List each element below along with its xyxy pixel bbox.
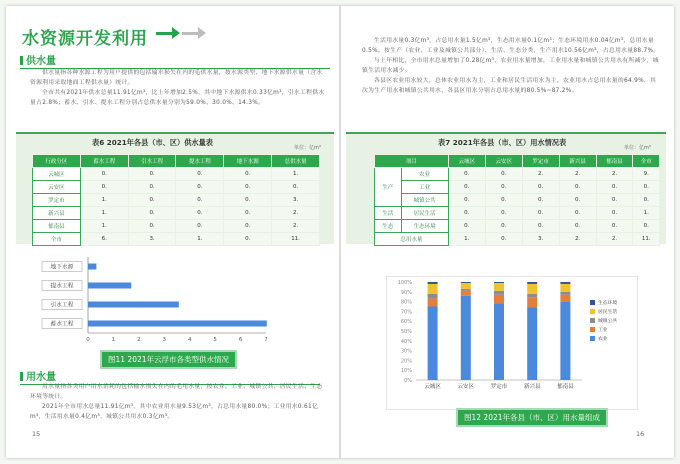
table7-caption: 表7 2021年各县（市、区）用水情况表 [438,138,567,147]
table6-row-header: 云城区 [33,168,81,181]
table6-row [33,207,320,220]
legend-label: 居民生活 [598,310,618,315]
table7-unit: 单位：亿m³ [624,145,651,151]
table7-header-cell: 云城区 [448,155,485,168]
page-title: 水资源开发利用 [22,29,148,49]
bar-segment [527,307,537,380]
table6-cell: 0. [272,181,320,194]
right-text-1: 生活用水量0.3亿m³，占总用水量1.5亿m³，生态用水量0.1亿m³；生态环境用水0.04亿m³，总用水量0.5%。按生产（农业、工业及城镇公共部分）、生活、生态分类，生产用水10.56亿m³，占总用水量88.7%。 [362,38,660,54]
bar-segment [560,295,570,302]
table6-header-cell: 引水工程 [128,155,176,168]
table7-cell: 3. [522,233,559,246]
table6-cell: 1. [80,194,128,207]
table7-cell: 0. [448,181,485,194]
table7-row-header: 生态环境 [401,220,448,233]
table7-row [375,168,660,181]
category-label: 云城区 [424,384,441,390]
fig11-caption: 图11 2021年云浮市各类型供水情况 [102,352,235,367]
category-label: 云安区 [457,384,475,390]
bar [88,283,131,289]
table6-cell: 0. [176,168,224,181]
table7-cell: 0. [559,220,596,233]
bar [88,302,179,308]
x-tick-label: 2 [137,337,141,343]
table7-row [375,233,660,246]
x-tick-label: 7 [264,337,268,343]
table7-row-group: 生产 [375,168,402,207]
bar-segment [428,299,438,307]
fig12-caption: 图12 2021年各县（市、区）用水量组成 [458,410,606,425]
table7-cell: 9. [633,168,660,181]
table6-cell: 2. [272,220,320,233]
table6-row-header: 云安区 [33,181,81,194]
table7-cell: 0. [596,194,633,207]
table6-header-cell: 蓄水工程 [80,155,128,168]
table6-cell: 0. [224,194,272,207]
bar-segment [560,292,570,295]
table6-row [33,194,320,207]
table7-row-header: 居民生活 [401,207,448,220]
table6-cell: 1. [272,168,320,181]
table7-row [375,220,660,233]
bar-segment [494,282,504,283]
table7-row-header: 工业 [401,181,448,194]
table7-cell: 2. [559,168,596,181]
y-tick-label: 40% [400,338,412,345]
x-tick-label: 0 [86,337,90,343]
bar-segment [494,295,504,304]
table7-cell: 0. [633,194,660,207]
table7-cell: 0. [522,220,559,233]
category-label: 新兴县 [523,384,541,390]
legend-swatch [590,318,595,323]
table7-row-header: 农业 [401,168,448,181]
table7-cell: 1. [448,233,485,246]
table6-cell: 0. [224,168,272,181]
table7-row [375,194,660,207]
table6-cell: 0. [176,194,224,207]
category-label: 罗定市 [490,384,508,390]
table6-cell: 1. [80,207,128,220]
legend-label: 城镇公共 [598,319,618,324]
page-gutter [339,6,341,458]
table7-cell: 0. [448,194,485,207]
fig11-chart [36,249,276,351]
table6-cell: 0. [80,181,128,194]
table7-header-cell: 罗定市 [522,155,559,168]
table7-cell: 0. [559,194,596,207]
table6-row [33,181,320,194]
category-label: 蓄水工程 [50,321,74,328]
y-tick-label: 90% [400,289,412,296]
y-tick-label: 100% [397,280,412,286]
section-marker [20,372,23,381]
bar-segment [494,291,504,295]
table7-row [375,207,660,220]
bar-segment [527,284,537,294]
use-paragraph [30,382,328,422]
x-tick-label: 5 [213,337,217,343]
table6-row [33,233,320,246]
table6-cell: 0. [80,168,128,181]
legend-label: 工业 [598,328,608,333]
table6-cell: 0. [224,233,272,246]
table6-row-header: 郁南县 [33,220,81,233]
use-text-2: 2021年全市用水总量11.91亿m³，其中农业用水量9.53亿m³，占总用水量80.0%；工业用水0.61亿m³，生活用水量0.4亿m³，城镇公共用水0.3亿m³。 [30,404,319,420]
y-tick-label: 70% [400,309,412,316]
table7-row-group: 生活 [375,207,402,220]
section-marker [20,56,23,65]
bar-segment [461,296,471,380]
table7-cell: 0. [559,207,596,220]
right-text-3: 各县区农业用水较大，总体农业用水为主，工业和居民生活用水为主，农业用水占总用水量的64.9%，其次为生产用水和城镇公共用水，各县区用水分别占总用水量的80.5%~87.2%。 [362,78,657,94]
table7-header-cell: 郁南县 [596,155,633,168]
table7-cell: 0. [485,233,522,246]
table7-cell: 11. [633,233,660,246]
table6-cell: 0. [128,220,176,233]
table6-header-cell: 地下水源 [224,155,272,168]
category-label: 引水工程 [50,302,74,309]
legend-swatch [590,300,595,305]
table6-cell: 1. [176,233,224,246]
table7-cell: 0. [633,181,660,194]
table6-cell: 0. [128,194,176,207]
supply-paragraph [30,68,328,108]
bar-segment [560,284,570,292]
category-label: 郁南县 [557,384,574,390]
bar-segment [428,282,438,284]
bar-segment [527,298,537,308]
table6-row [33,168,320,181]
table7-header-cell: 新兴县 [559,155,596,168]
table6-cell: 0. [224,220,272,233]
bar [88,321,267,327]
table6-cell: 2. [272,207,320,220]
table7-header-row [375,155,660,168]
table6-cell: 6. [80,233,128,246]
table6 [32,154,320,246]
table7-cell: 2. [522,168,559,181]
table7-row-header: 总用水量 [375,233,449,246]
table7-cell: 0. [633,220,660,233]
bar-segment [560,302,570,380]
bar-segment [494,304,504,380]
legend-swatch [590,309,595,314]
arrow-right-icon [182,32,200,35]
table7-cell: 1. [633,207,660,220]
table6-cell: 0. [176,207,224,220]
table6-row-header: 罗定市 [33,194,81,207]
table6-caption: 表6 2021年各县（市、区）供水量表 [92,138,213,147]
y-tick-label: 20% [400,358,412,365]
y-tick-label: 60% [400,319,412,326]
table7-header-cell: 全市 [633,155,660,168]
table7 [374,154,660,246]
bar-segment [428,307,438,381]
table7-cell: 2. [559,233,596,246]
y-tick-label: 80% [400,299,412,306]
bar-segment [461,289,471,291]
category-label: 提水工程 [50,283,74,290]
table6-cell: 1. [80,220,128,233]
y-tick-label: 10% [400,368,412,375]
table7-cell: 0. [522,207,559,220]
table7-cell: 0. [485,207,522,220]
y-tick-label: 0% [404,378,412,384]
table7-cell: 0. [485,220,522,233]
table6-cell: 0. [128,207,176,220]
fig12-chart [386,276,638,410]
use-text-1: 用水量指各类用户用水消耗的包括输水损失在内的毛用水量，按农业、工业、城镇公共、居民生活、生态环境等统计。 [30,384,323,400]
table6-row [33,220,320,233]
table6-cell: 0. [176,181,224,194]
page-number-left: 15 [32,430,41,438]
arrow-right-icon [156,32,174,35]
table7-cell: 0. [485,181,522,194]
y-tick-label: 50% [400,329,412,335]
table6-cell: 0. [128,181,176,194]
bar-segment [494,283,504,291]
table7-cell: 2. [596,233,633,246]
legend-label: 生态环境 [598,301,618,306]
table7-cell: 0. [522,181,559,194]
page-number-right: 16 [636,430,645,438]
table6-cell: 0. [176,220,224,233]
x-tick-label: 6 [238,337,243,343]
legend-swatch [590,327,595,332]
table6-cell: 0. [224,207,272,220]
bar-segment [428,284,438,294]
bar-segment [527,294,537,298]
table7-row-header: 城镇公共 [401,194,448,207]
table7-row [375,181,660,194]
table7-header-cell: 云安区 [485,155,522,168]
table6-row-header: 全市 [33,233,81,246]
bar-segment [527,282,537,284]
table6-cell: 0. [224,181,272,194]
table7-cell: 0. [448,168,485,181]
category-label: 地下水源 [50,264,74,271]
bar [88,264,96,270]
table7-cell: 0. [596,220,633,233]
table7-row-group: 生态 [375,220,402,233]
bar-segment [428,294,438,299]
table7-cell: 0. [522,194,559,207]
supply-section-label: 供水量 [26,56,56,67]
table7-cell: 0. [448,220,485,233]
table6-header-row [33,155,320,168]
supply-section-heading [20,52,330,69]
table7-cell: 0. [485,168,522,181]
right-paragraph [362,36,660,96]
table6-cell: 3. [128,233,176,246]
bar-segment [461,291,471,296]
use-section-label: 用水量 [26,372,56,383]
bar-segment [461,283,471,289]
table7-cell: 2. [596,168,633,181]
legend-label: 农业 [598,337,608,342]
table6-cell: 11. [272,233,320,246]
table6-header-cell: 行政分区 [33,155,81,168]
right-text-2: 与上年相比，全市用水总量增加了0.28亿m³，农业用水量增加，工业用水量和城镇公共用水有所减少，城镇生活用水减少。 [362,58,659,74]
table6-row-header: 新兴县 [33,207,81,220]
book-spread [6,6,674,458]
x-tick-label: 4 [187,337,192,343]
table6-cell: 0. [128,168,176,181]
bar-segment [560,282,570,284]
y-tick-label: 30% [400,348,412,355]
table6-header-cell: 总供水量 [272,155,320,168]
table7-cell: 0. [448,207,485,220]
table6-cell: 3. [272,194,320,207]
supply-text-2: 全市共有2021年供水总量11.91亿m³，比上年增加2.5%，其中地下水源供水0.33亿m³，引水工程供水量占2.8%；蓄水、引水、提水工程分别占总供水量分别为59.0%、30.0%、14.3%。 [30,90,325,106]
table7-cell: 0. [596,181,633,194]
x-tick-label: 1 [111,337,116,343]
table7-header-cell: 项目 [375,155,449,168]
table7-cell: 0. [596,207,633,220]
table6-header-cell: 提水工程 [176,155,224,168]
table7-cell: 0. [559,181,596,194]
x-tick-label: 3 [162,337,167,343]
legend-swatch [590,336,595,341]
bar-segment [461,282,471,283]
table7-cell: 0. [485,194,522,207]
table6-unit: 单位：亿m³ [294,145,321,151]
supply-text-1: 供水量指各种水源工程为用户提供的包括输水损失在内的毛供水量，按水源类型、地下水源供水量（含水资源利用采取地面工程供水量）统计。 [30,70,323,86]
